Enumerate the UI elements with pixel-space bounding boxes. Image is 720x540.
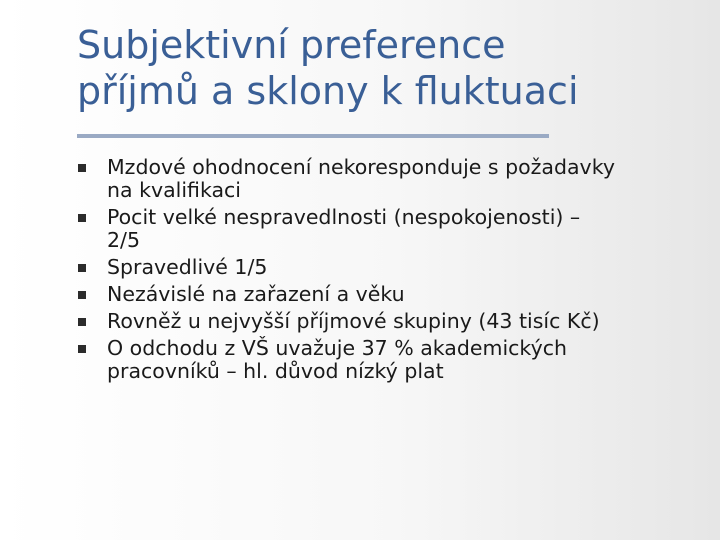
bullet-item [78, 206, 708, 252]
bullet-text: Spravedlivé 1/5 [107, 255, 268, 279]
bullet-text: 2/5 [107, 228, 140, 252]
slide-title [77, 22, 697, 114]
square-bullet-icon [78, 264, 86, 272]
bullet-text: na kvalifikaci [107, 178, 241, 202]
square-bullet-icon [78, 291, 86, 299]
bullet-list [78, 156, 708, 387]
bullet-item [78, 156, 708, 202]
bullet-text: Nezávislé na zařazení a věku [107, 282, 405, 306]
square-bullet-icon [78, 318, 86, 326]
slide-title-line-1: Subjektivní preference [77, 23, 506, 67]
square-bullet-icon [78, 345, 86, 353]
square-bullet-icon [78, 214, 86, 222]
bullet-item [78, 283, 708, 306]
bullet-text: Mzdové ohodnocení nekoresponduje s požadavky [107, 155, 615, 179]
bullet-item [78, 310, 708, 333]
bullet-item [78, 256, 708, 279]
bullet-text: O odchodu z VŠ uvažuje 37 % akademických [107, 336, 567, 360]
bullet-text: Rovněž u nejvyšší příjmové skupiny (43 tisíc Kč) [107, 309, 600, 333]
bullet-item [78, 337, 708, 383]
title-divider [77, 134, 549, 138]
slide-title-line-2: příjmů a sklony k fluktuaci [77, 69, 579, 113]
square-bullet-icon [78, 164, 86, 172]
bullet-text: Pocit velké nespravedlnosti (nespokojenosti) – [107, 205, 581, 229]
bullet-text: pracovníků – hl. důvod nízký plat [107, 359, 444, 383]
